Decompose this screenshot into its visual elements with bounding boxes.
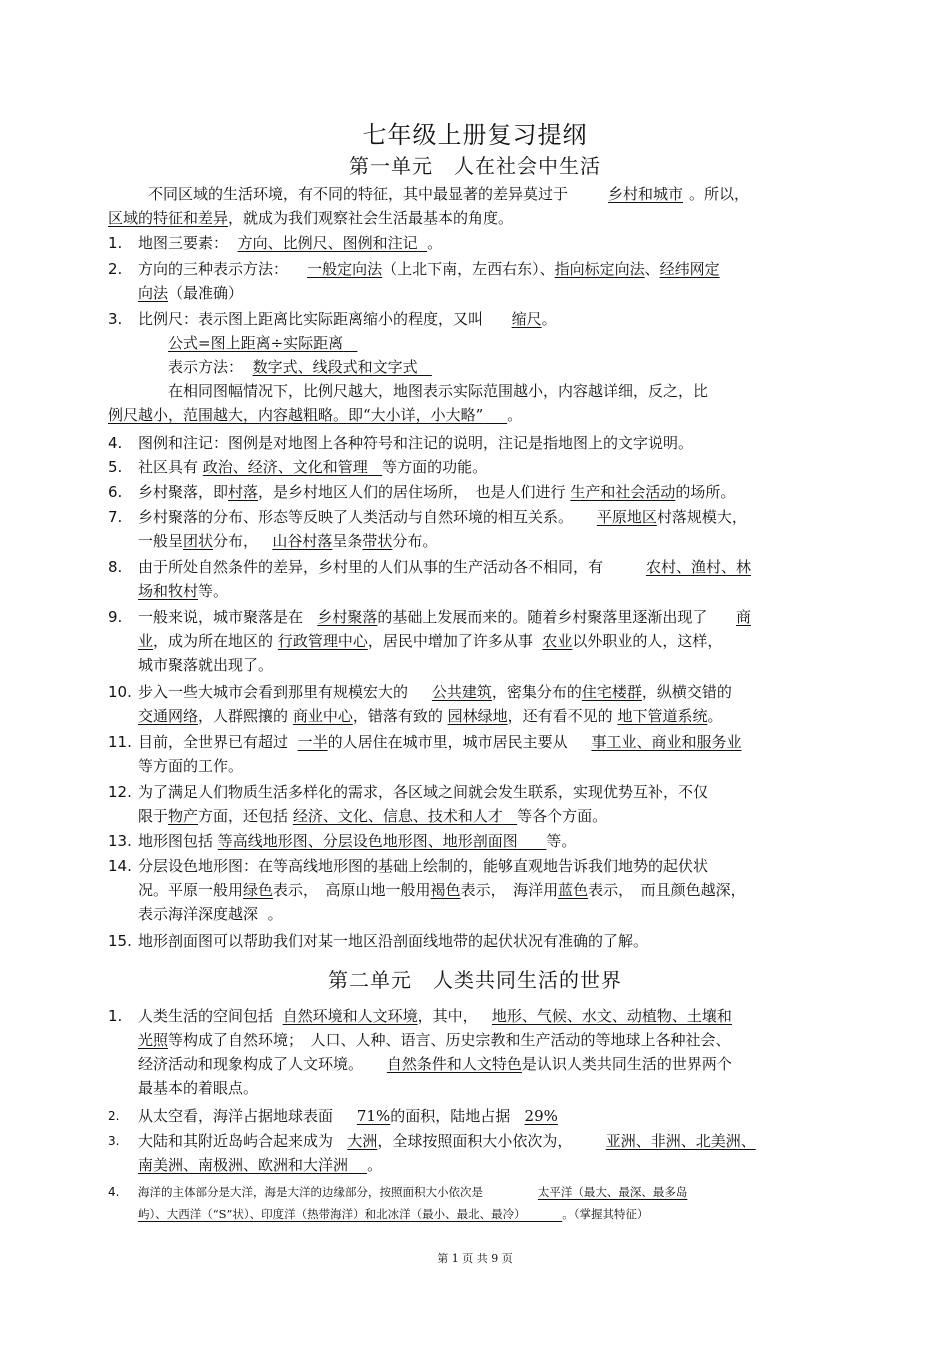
list-number: 12. [108, 783, 132, 801]
list-number: 14. [108, 857, 132, 875]
list-item-cont: 向法（最准确） [138, 284, 244, 302]
scale-note-line2: 例尺越小，范围越大，内容越粗略。即“大小详，小大略” 。 [108, 406, 523, 424]
scale-formula: 公式=图上距离÷实际距离 [168, 334, 344, 352]
list-item: 为了满足人们物质生活多样化的需求，各区域之间就会发生联系，实现优势互补，不仅 [138, 783, 709, 801]
list-item: 海洋的主体部分是大洋，海是大洋的边缘部分，按照面积大小依次是 太平洋（最大、最深、最多岛 [138, 1185, 688, 1199]
list-item-cont: 限于物产方面，还包括 经济、文化、信息、技术和人才 等各个方面。 [138, 807, 608, 825]
list-item: 地图三要素： 方向、比例尺、图例和注记 。 [138, 234, 443, 252]
list-number: 3. [108, 310, 123, 328]
list-item-cont: 经济活动和现象构成了人文环境。 自然条件和人文特色是认识人类共同生活的世界两个 [138, 1055, 732, 1073]
list-number: 9. [108, 608, 123, 626]
page-footer: 第 1 页 共 9 页 [437, 1252, 513, 1265]
unit1-intro-line1: 不同区域的生活环境，有不同的特征，其中最显著的差异莫过于 乡村和城市 。所以， [148, 185, 750, 203]
list-item: 比例尺：表示图上距离比实际距离缩小的程度，又叫 缩尺。 [138, 310, 557, 328]
list-number: 6. [108, 483, 123, 501]
scale-methods: 表示方法： 数字式、线段式和文字式 [168, 358, 418, 376]
list-item-cont: 城市聚落就出现了。 [138, 656, 274, 674]
list-item: 地形图包括 等高线地形图、分层设色地形图、地形剖面图 等。 [138, 832, 577, 850]
list-number: 15. [108, 932, 132, 950]
list-number: 8. [108, 558, 123, 576]
list-item-cont: 业，成为所在地区的 行政管理中心，居民中增加了许多从事 农业以外职业的人，这样， [138, 632, 723, 650]
list-number: 13. [108, 832, 132, 850]
list-item-cont: 光照等构成了自然环境； 人口、人种、语言、历史宗教和生产活动的等地球上各种社会、 [138, 1031, 731, 1049]
list-item: 方向的三种表示方法： 一般定向法（上北下南，左西右东）、指向标定向法、经纬网定 [138, 260, 720, 278]
list-number: 5. [108, 458, 123, 476]
list-item-cont: 等方面的工作。 [138, 757, 244, 775]
list-item: 人类生活的空间包括 自然环境和人文环境，其中， 地形、气候、水文、动植物、土壤和 [138, 1007, 732, 1025]
list-item: 目前，全世界已有超过 一半的人居住在城市里，城市居民主要从 事工业、商业和服务业 [138, 733, 742, 751]
list-item-cont: 表示海洋深度越深 。 [138, 905, 283, 923]
list-item: 社区具有 政治、经济、文化和管理 等方面的功能。 [138, 458, 488, 476]
list-number: 1. [108, 1007, 123, 1025]
unit1-intro-line2: 区域的特征和差异，就成为我们观察社会生活最基本的角度。 [108, 209, 514, 227]
list-item: 大陆和其附近岛屿合起来成为 大洲，全球按照面积大小依次为， 亚洲、非洲、北美洲、 [138, 1132, 756, 1150]
list-number: 10. [108, 683, 132, 701]
list-item: 分层设色地形图：在等高线地形图的基础上绘制的，能够直观地告诉我们地势的起伏状 [138, 857, 709, 875]
list-item: 从太空看，海洋占据地球表面 71%的面积，陆地占据 29% [138, 1107, 558, 1125]
list-number: 4. [108, 434, 123, 452]
list-item-cont: 一般呈团状分布， 山谷村落呈条带状分布。 [138, 532, 438, 550]
list-number: 4. [108, 1185, 120, 1199]
list-number: 2. [108, 260, 123, 278]
list-item: 图例和注记：图例是对地图上各种符号和注记的说明，注记是指地图上的文字说明。 [138, 434, 694, 452]
list-item-cont: 最基本的着眼点。 [138, 1079, 259, 1097]
list-item: 步入一些大城市会看到那里有规模宏大的 公共建筑，密集分布的住宅楼群，纵横交错的 [138, 683, 732, 701]
unit1-heading: 第一单元 人在社会中生活 [349, 154, 601, 178]
list-item-cont: 南美洲、南极洲、欧洲和大洋洲 。 [138, 1156, 383, 1174]
list-item: 乡村聚落的分布、形态等反映了人类活动与自然环境的相互关系。 平原地区村落规模大， [138, 508, 747, 526]
list-item: 乡村聚落，即村落，是乡村地区人们的居住场所， 也是人们进行 生产和社会活动的场所。 [138, 483, 736, 501]
scale-note-line1: 在相同图幅情况下，比例尺越大，地图表示实际范围越小，内容越详细，反之，比 [168, 382, 709, 400]
unit2-heading: 第二单元 人类共同生活的世界 [328, 968, 622, 992]
list-number: 7. [108, 508, 123, 526]
list-number: 11. [108, 733, 132, 751]
list-item-cont: 况。平原一般用绿色表示， 高原山地一般用褐色表示， 海洋用蓝色表示， 而且颜色越深， [138, 881, 746, 899]
list-item: 由于所处自然条件的差异，乡村里的人们从事的生产活动各不相同，有 农村、渔村、林 [138, 558, 751, 576]
list-item: 地形剖面图可以帮助我们对某一地区沿剖面线地带的起伏状况有准确的了解。 [138, 932, 649, 950]
list-number: 2. [108, 1109, 120, 1123]
list-item: 一般来说，城市聚落是在 乡村聚落的基础上发展而来的。随着乡村聚落里逐渐出现了 商 [138, 608, 751, 626]
page-title: 七年级上册复习提纲 [362, 121, 588, 149]
list-number: 1. [108, 234, 123, 252]
list-number: 3. [108, 1134, 120, 1148]
list-item-cont: 场和牧村等。 [138, 582, 229, 600]
list-item-cont: 屿）、大西洋（“S”状）、印度洋（热带海洋）和北冰洋（最小、最北、最冷） 。（掌握其特征） [138, 1207, 649, 1221]
list-item-cont: 交通网络，人群熙攘的 商业中心，错落有致的 园林绿地，还有看不见的 地下管道系统。 [138, 707, 723, 725]
